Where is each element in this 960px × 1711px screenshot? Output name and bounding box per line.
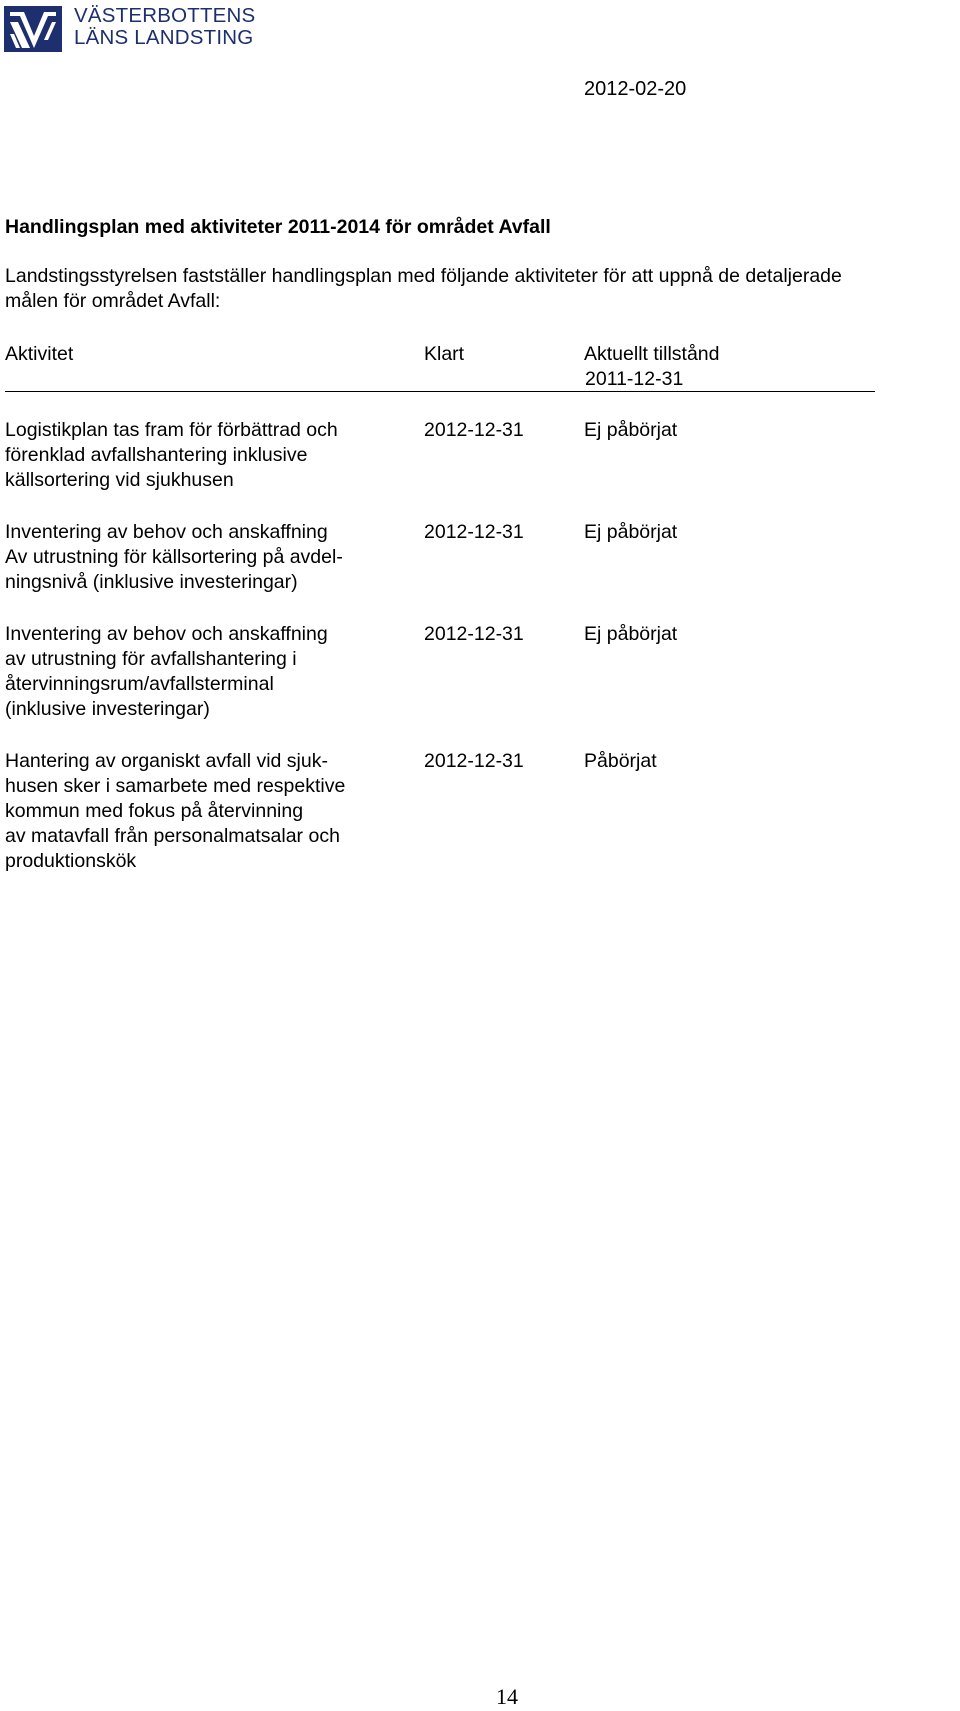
column-header-activity: Aktivitet [5, 343, 74, 365]
table-row-activity [5, 622, 328, 722]
table-row-status: Påbörjat [584, 750, 657, 772]
activity-line: återvinningsrum/avfallsterminal [5, 673, 274, 695]
table-row-done: 2012-12-31 [424, 623, 524, 645]
activity-line: källsortering vid sjukhusen [5, 469, 234, 491]
activity-line: husen sker i samarbete med respektive [5, 775, 346, 797]
table-row-activity [5, 520, 343, 595]
page-title: Handlingsplan med aktiviteter 2011-2014 för området Avfall [5, 216, 551, 238]
intro-line: målen för området Avfall: [5, 290, 221, 312]
activity-line: kommun med fokus på återvinning [5, 800, 304, 822]
intro-line: Landstingsstyrelsen fastställer handlingsplan med följande aktiviteter för att uppnå de detaljerade [5, 265, 842, 287]
table-row-done: 2012-12-31 [424, 521, 524, 543]
column-header-status [584, 342, 719, 392]
column-header-status-label: Aktuellt tillstånd [584, 343, 720, 365]
table-row-status: Ej påbörjat [584, 623, 678, 645]
activity-line: produktionskök [5, 850, 137, 872]
column-header-status-date: 2011-12-31 [585, 368, 684, 390]
header-rule [5, 391, 875, 392]
table-row-done: 2012-12-31 [424, 750, 524, 772]
column-header-done: Klart [424, 343, 465, 365]
activity-line: Logistikplan tas fram för förbättrad och [5, 419, 338, 441]
activity-line: av matavfall från personalmatsalar och [5, 825, 340, 847]
document-date: 2012-02-20 [584, 78, 687, 100]
page-number: 14 [496, 1684, 518, 1709]
table-row-done: 2012-12-31 [424, 419, 524, 441]
activity-line: (inklusive investeringar) [5, 698, 210, 720]
logo-text-line1: VÄSTERBOTTENS [74, 4, 256, 27]
activity-line: Av utrustning för källsortering på avdel- [5, 546, 343, 568]
logo [4, 6, 255, 52]
table-row-activity [5, 418, 338, 493]
activity-line: Inventering av behov och anskaffning [5, 521, 328, 543]
table-row-activity [5, 749, 345, 874]
logo-mark-icon [4, 6, 62, 52]
table-row-status: Ej påbörjat [584, 521, 678, 543]
activity-line: ningsnivå (inklusive investeringar) [5, 571, 298, 593]
intro-paragraph [5, 264, 885, 314]
activity-line: förenklad avfallshantering inklusive [5, 444, 308, 466]
logo-text-line2: LÄNS LANDSTING [74, 26, 254, 49]
table-row-status: Ej påbörjat [584, 419, 678, 441]
activity-line: av utrustning för avfallshantering i [5, 648, 297, 670]
activity-line: Hantering av organiskt avfall vid sjuk- [5, 750, 328, 772]
activity-line: Inventering av behov och anskaffning [5, 623, 328, 645]
